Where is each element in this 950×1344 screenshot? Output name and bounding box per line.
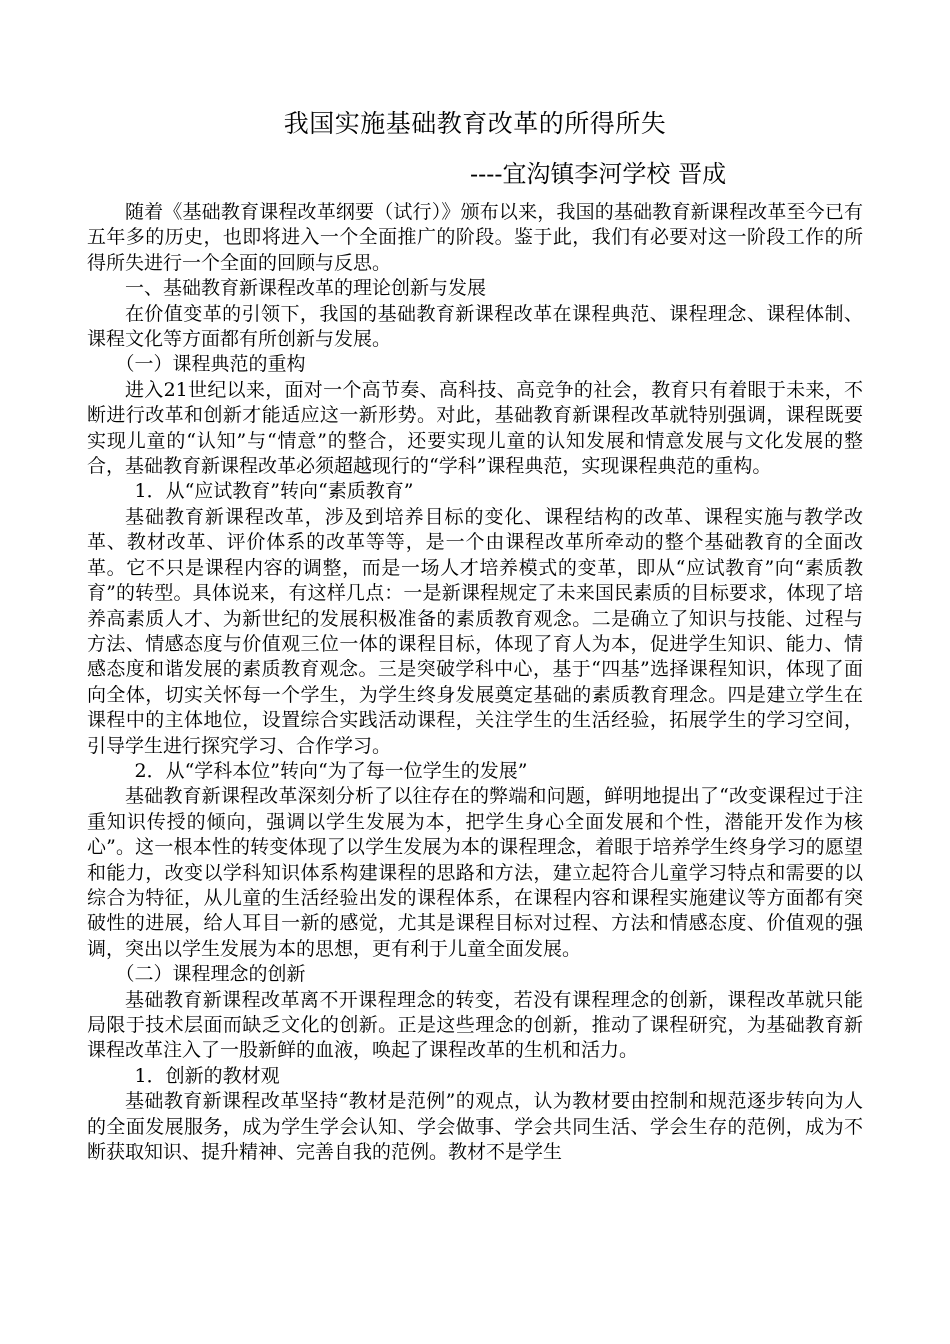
subsection-heading: （二）课程理念的创新 (115, 963, 306, 986)
paragraph: 基础教育新课程改革离不开课程理念的转变，若没有课程理念的创新，课程改革就只能局限于技术层面而缺乏文化的创新。正是这些理念的创新，推动了课程研究，为基础教育新课程改革注入了一股新鲜的血液，唤起了课程改革的生机和活力。 (87, 988, 863, 1062)
paragraph: 在价值变革的引领下，我国的基础教育新课程改革在课程典范、课程理念、课程体制、课程文化等方面都有所创新与发展。 (87, 302, 863, 351)
item-heading: 1．创新的教材观 (134, 1064, 280, 1087)
paragraph: 进入21世纪以来，面对一个高节奏、高科技、高竞争的社会，教育只有着眼于未来，不断进行改革和创新才能适应这一新形势。对此，基础教育新课程改革就特别强调，课程既要实现儿童的“认知”与“情意”的整合，还要实现儿童的认知发展和情意发展与文化发展的整合，基础教育新课程改革必须超越现行的“学科”课程典范，实现课程典范的重构。 (87, 378, 863, 478)
document-author: ----宜沟镇李河学校 晋成 (470, 160, 727, 188)
document-title: 我国实施基础教育改革的所得所失 (283, 109, 667, 138)
section-heading: 一、基础教育新课程改革的理论创新与发展 (125, 277, 487, 300)
item-heading: 2．从“学科本位”转向“为了每一位学生的发展” (134, 759, 528, 782)
item-heading: 1．从“应试教育”转向“素质教育” (134, 480, 414, 503)
subsection-heading: （一）课程典范的重构 (115, 353, 306, 376)
paragraph: 随着《基础教育课程改革纲要（试行）》颁布以来，我国的基础教育新课程改革至今已有五年多的历史，也即将进入一个全面推广的阶段。鉴于此，我们有必要对这一阶段工作的所得所失进行一个全面的回顾与反思。 (87, 201, 863, 274)
document-body (87, 200, 863, 1165)
paragraph: 基础教育新课程改革坚持“教材是范例”的观点，认为教材要由控制和规范逐步转向为人的全面发展服务，成为学生学会认知、学会做事、学会共同生活、学会生存的范例，成为不断获取知识、提升精神、完善自我的范例。教材不是学生 (87, 1090, 863, 1164)
paragraph: 基础教育新课程改革，涉及到培养目标的变化、课程结构的改革、课程实施与教学改革、教材改革、评价体系的改革等等，是一个由课程改革所牵动的整个基础教育的全面改革。它不只是课程内容的调整，而是一场人才培养模式的变革，即从“应试教育”向“素质教育”的转型。具体说来，有这样几点：一是新课程规定了未来国民素质的目标要求，体现了培养高素质人才、为新世纪的发展积极准备的素质教育观念。二是确立了知识与技能、过程与方法、情感态度与价值观三位一体的课程目标，体现了育人为本，促进学生知识、能力、情感态度和谐发展的素质教育观念。三是突破学科中心，基于“四基”选择课程知识，体现了面向全体，切实关怀每一个学生，为学生终身发展奠定基础的素质教育理念。四是建立学生在课程中的主体地位，设置综合实践活动课程，关注学生的生活经验，拓展学生的学习空间，引导学生进行探究学习、合作学习。 (87, 505, 863, 757)
paragraph: 基础教育新课程改革深刻分析了以往存在的弊端和问题，鲜明地提出了“改变课程过于注重知识传授的倾向，强调以学生发展为本，把学生身心全面发展和个性，潜能开发作为核心”。这一根本性的转变体现了以学生发展为本的课程理念，着眼于培养学生终身学习的愿望和能力，改变以学科知识体系构建课程的思路和方法，建立起符合儿童学习特点和需要的以综合为特征，从儿童的生活经验出发的课程体系，在课程内容和课程实施建议等方面都有突破性的进展，给人耳目一新的感觉，尤其是课程目标对过程、方法和情感态度、价值观的强调，突出以学生发展为本的思想，更有利于儿童全面发展。 (87, 785, 863, 960)
